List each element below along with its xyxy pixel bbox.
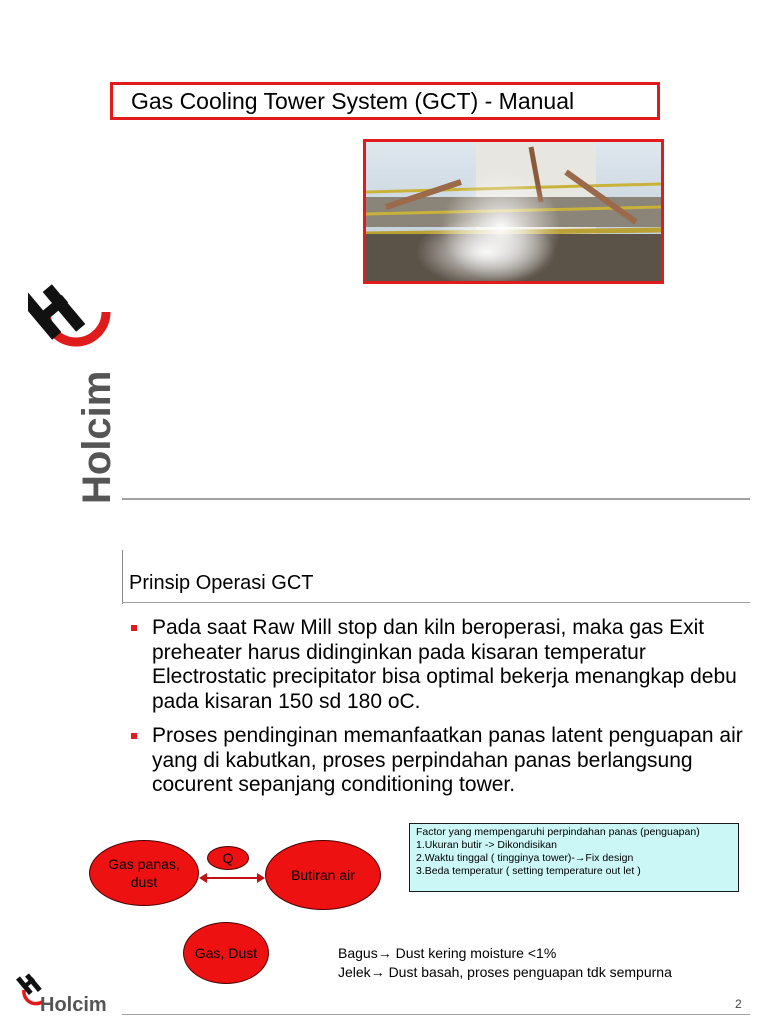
note-bagus: Bagus→ Dust kering moisture <1%	[338, 945, 557, 961]
page-number: 2	[735, 997, 742, 1011]
bullet-marker-icon	[131, 625, 137, 631]
holcim-logo-icon	[28, 272, 118, 504]
bullet-item	[128, 616, 758, 714]
factor-heading: Factor yang mempengaruhi perpindahan panas (penguapan)	[416, 826, 700, 838]
holcim-logo-vertical	[28, 272, 118, 504]
slide-title-text: Gas Cooling Tower System (GCT) - Manual	[131, 87, 575, 114]
bullet-item	[128, 724, 758, 798]
factor-item: 1.Ukuran butir -> Dikondisikan	[416, 839, 557, 851]
footer-brand-name: Holcim	[40, 994, 107, 1016]
double-arrow-icon	[199, 870, 265, 886]
note-jelek: Jelek→ Dust basah, proses penguapan tdk sempurna	[338, 964, 672, 980]
slide-title	[110, 82, 660, 120]
cooling-tower-photo	[363, 139, 664, 284]
oval-butiran-air	[265, 840, 381, 910]
factor-item: 2.Waktu tinggal ( tingginya tower)-→Fix design	[416, 852, 634, 864]
holcim-logo-wordmark-vertical: Holcim	[75, 370, 118, 504]
divider-footer	[122, 1014, 750, 1015]
factor-item: 3.Beda temperatur ( setting temperature out let )	[416, 865, 641, 877]
oval-gas-panas	[89, 840, 199, 906]
cooling-tower-illustration	[366, 142, 661, 281]
oval-q-label: Q	[222, 850, 234, 866]
bullet-list	[128, 616, 758, 808]
oval-gas-dust-label: Gas, Dust	[194, 945, 258, 961]
factor-box	[409, 823, 739, 892]
oval-gas-dust	[183, 922, 269, 984]
divider-vertical	[122, 550, 123, 604]
oval-q	[207, 846, 249, 870]
oval-butiran-air-label: Butiran air	[291, 867, 355, 883]
oval-gas-panas-label: Gas panas, dust	[108, 856, 180, 890]
bullet-text: Pada saat Raw Mill stop dan kiln beroperasi, maka gas Exit preheater harus didinginkan pada kisaran temperatur Electrostatic precipitator bisa optimal bekerja menangkap debu pada kisaran 150 sd 180 oC.	[152, 616, 737, 713]
divider-top	[122, 498, 750, 500]
section-title: Prinsip Operasi GCT	[129, 572, 314, 594]
result-notes	[338, 944, 672, 982]
bullet-marker-icon	[131, 733, 137, 739]
bullet-text: Proses pendinginan memanfaatkan panas latent penguapan air yang di kabutkan, proses perpindahan panas berlangsung cocurent sepanjang conditioning tower.	[152, 724, 743, 796]
divider-section	[122, 602, 750, 603]
